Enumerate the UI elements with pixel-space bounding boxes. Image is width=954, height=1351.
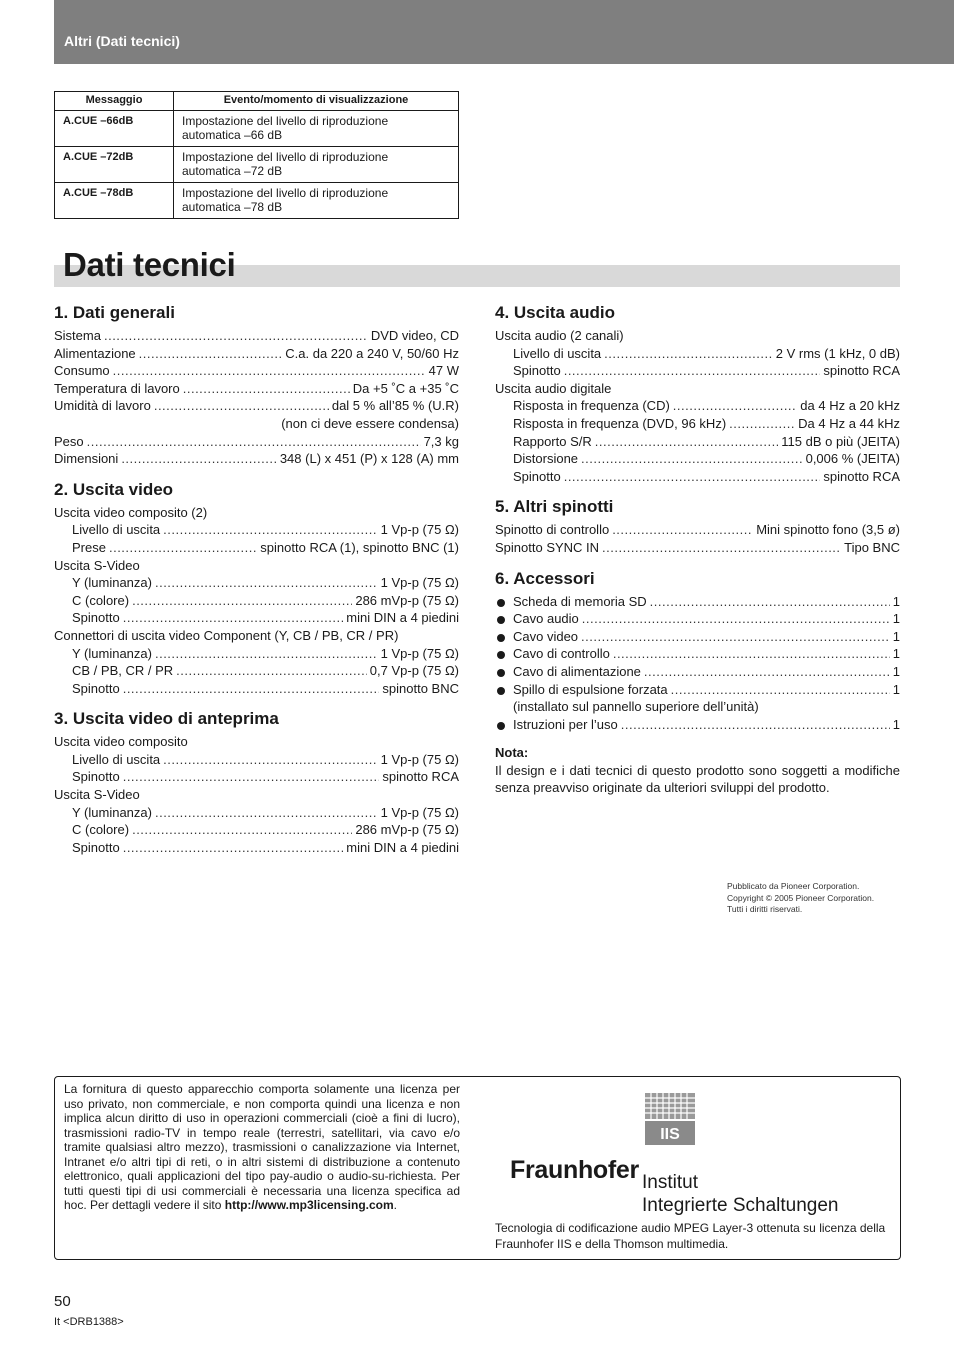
- spec-label: Spinotto: [72, 839, 120, 855]
- document-code: It <DRB1388>: [54, 1316, 124, 1328]
- leader-dots: [139, 345, 283, 363]
- spec-value: 1: [892, 646, 900, 662]
- header-title: Altri (Dati tecnici): [64, 33, 180, 49]
- spec-label: Spillo di espulsione forzata: [513, 681, 668, 697]
- leader-dots: [113, 362, 426, 380]
- leader-dots: [123, 839, 344, 857]
- message-table: [54, 91, 459, 219]
- accessory-continuation: (installato sul pannello superiore dell’unità): [513, 699, 759, 715]
- leader-dots: [564, 468, 821, 486]
- spec-value: Da +5 ˚C a +35 ˚C: [352, 380, 459, 396]
- institute-line: Institut: [642, 1172, 698, 1193]
- leader-dots: [582, 610, 890, 628]
- section-dati-generali: [54, 302, 459, 468]
- bullet-icon: [497, 599, 505, 607]
- fraunhofer-institute: [642, 1171, 838, 1217]
- spec-row: [54, 804, 459, 822]
- spec-continuation: (non ci deve essere condensa): [281, 415, 459, 431]
- table-header-row: [55, 92, 459, 111]
- desc-line: automatica –66 dB: [182, 128, 283, 142]
- fraunhofer-caption: Tecnologia di codificazione audio MPEG Layer-3 ottenuta su licenza della Fraunhofer IIS e della Thomson multimedia.: [495, 1221, 886, 1251]
- message-desc: [174, 111, 459, 147]
- spec-value: DVD video, CD: [370, 328, 459, 343]
- spec-row: [495, 468, 900, 486]
- fraunhofer-name: Fraunhofer: [510, 1156, 639, 1184]
- section-title: 5. Altri spinotti: [495, 497, 614, 517]
- spec-label: Y (luminanza): [72, 804, 152, 820]
- leader-dots: [155, 804, 378, 822]
- leader-dots: [87, 433, 421, 451]
- spec-label: Y (luminanza): [72, 645, 152, 661]
- leader-dots: [564, 362, 821, 380]
- note-text: Il design e i dati tecnici di questo prodotto sono soggetti a modifiche senza preavviso originate da ulteriori sviluppi del prodotto.: [495, 762, 900, 796]
- iis-logo-icon: [645, 1093, 695, 1145]
- section-altri-spinotti: [495, 496, 900, 556]
- leader-dots: [671, 681, 890, 699]
- spec-value: 1 Vp-p (75 Ω): [380, 575, 459, 591]
- page-number: 50: [54, 1293, 71, 1310]
- spec-row: [54, 362, 459, 380]
- spec-value: spinotto RCA: [382, 769, 459, 785]
- section-uscita-video: [54, 479, 459, 698]
- spec-group-heading: Uscita S-Video: [54, 557, 140, 573]
- section-uscita-anteprima: [54, 708, 459, 856]
- table-row: [55, 183, 459, 219]
- spec-value: 1: [892, 716, 900, 732]
- spec-value: Da 4 Hz a 44 kHz: [798, 415, 900, 431]
- spec-group-heading: Uscita audio (2 canali): [495, 328, 624, 343]
- spec-row: [54, 768, 459, 786]
- leader-dots: [729, 415, 795, 433]
- message-code: A.CUE –72dB: [55, 147, 174, 183]
- leader-dots: [155, 574, 378, 592]
- section-accessori: [495, 568, 900, 734]
- accessory-item: [495, 610, 900, 628]
- left-column: [54, 302, 459, 867]
- leader-dots: [581, 628, 890, 646]
- spec-value: 1 Vp-p (75 Ω): [380, 645, 459, 661]
- license-url[interactable]: http://www.mp3licensing.com: [224, 1198, 394, 1212]
- spec-value: 286 mVp-p (75 Ω): [355, 592, 459, 608]
- spec-label: Dimensioni: [54, 451, 119, 467]
- spec-value: 1: [892, 663, 900, 679]
- leader-dots: [604, 345, 773, 363]
- spec-value: spinotto RCA (1), spinotto BNC (1): [260, 539, 459, 555]
- spec-value: spinotto BNC: [382, 680, 459, 696]
- message-desc: [174, 147, 459, 183]
- accessory-item: [495, 716, 900, 734]
- spec-value: 1 Vp-p (75 Ω): [380, 522, 459, 538]
- spec-value: 0,006 % (JEITA): [805, 451, 900, 467]
- spec-value: Mini spinotto fono (3,5 ø): [756, 522, 900, 538]
- leader-dots: [183, 380, 350, 398]
- leader-dots: [123, 768, 380, 786]
- spec-row: [54, 662, 459, 680]
- spec-label: Rapporto S/R: [513, 433, 592, 449]
- spec-label: Alimentazione: [54, 345, 136, 361]
- spec-row: [54, 609, 459, 627]
- spec-label: Spinotto: [72, 680, 120, 696]
- accessory-item: [495, 628, 900, 646]
- spec-row: [54, 574, 459, 592]
- spec-label: Spinotto: [513, 468, 561, 484]
- header-bar: [54, 0, 954, 64]
- spec-label: Livello di uscita: [513, 345, 602, 361]
- leader-dots: [132, 592, 352, 610]
- spec-value: 348 (L) x 451 (P) x 128 (A) mm: [279, 451, 459, 467]
- message-code: A.CUE –78dB: [55, 183, 174, 219]
- spec-row: [54, 839, 459, 857]
- spec-row: [54, 380, 459, 398]
- iis-logo-text: IIS: [660, 1126, 680, 1143]
- note-heading: Nota:: [495, 745, 529, 761]
- spec-row: [54, 327, 459, 345]
- col-message: Messaggio: [55, 92, 174, 111]
- spec-label: Distorsione: [513, 451, 579, 467]
- page-title: Dati tecnici: [63, 246, 236, 283]
- spec-value: 1: [892, 681, 900, 697]
- spec-row: [54, 397, 459, 415]
- col-event: Evento/momento di visualizzazione: [174, 92, 459, 111]
- institute-line: Integrierte Schaltungen: [642, 1195, 839, 1216]
- spec-label: Umidità di lavoro: [54, 398, 151, 414]
- leader-dots: [644, 663, 890, 681]
- spec-group-heading: Uscita video composito: [54, 734, 188, 750]
- spec-label: Prese: [72, 539, 106, 555]
- leader-dots: [154, 397, 329, 415]
- spec-row: [54, 450, 459, 468]
- desc-line: automatica –72 dB: [182, 164, 283, 178]
- leader-dots: [163, 751, 377, 769]
- spec-group-heading: Uscita S-Video: [54, 787, 140, 803]
- spec-value: spinotto RCA: [823, 363, 900, 379]
- publisher-line: Pubblicato da Pioneer Corporation.: [727, 881, 860, 891]
- leader-dots: [132, 821, 352, 839]
- leader-dots: [104, 327, 368, 345]
- spec-row: [54, 539, 459, 557]
- desc-line: Impostazione del livello di riproduzione: [182, 150, 389, 164]
- spec-value: dal 5 % all’85 % (U.R): [331, 398, 459, 414]
- spec-row: [54, 345, 459, 363]
- leader-dots: [155, 645, 378, 663]
- spec-value: 7,3 kg: [423, 433, 459, 449]
- accessory-item: [495, 593, 900, 611]
- bullet-icon: [497, 722, 505, 730]
- publisher-info: [727, 881, 874, 916]
- right-column: [495, 302, 900, 797]
- spec-row: [495, 345, 900, 363]
- license-end: .: [393, 1198, 398, 1212]
- leader-dots: [613, 645, 890, 663]
- accessory-item: [495, 663, 900, 681]
- spec-row: [54, 680, 459, 698]
- spec-label: Istruzioni per l’uso: [513, 716, 618, 732]
- spec-value: C.a. da 220 a 240 V, 50/60 Hz: [285, 345, 459, 361]
- spec-value: 286 mVp-p (75 Ω): [355, 822, 459, 838]
- leader-dots: [673, 397, 797, 415]
- spec-row: [495, 539, 900, 557]
- message-code: A.CUE –66dB: [55, 111, 174, 147]
- publisher-line: Tutti i diritti riservati.: [727, 904, 803, 914]
- leader-dots: [176, 662, 367, 680]
- license-box: [54, 1076, 901, 1260]
- spec-row: [54, 645, 459, 663]
- table-row: [55, 147, 459, 183]
- spec-row: [54, 751, 459, 769]
- spec-row: [495, 450, 900, 468]
- message-desc: [174, 183, 459, 219]
- spec-row: [54, 433, 459, 451]
- spec-label: Spinotto: [72, 769, 120, 785]
- spec-value: da 4 Hz a 20 kHz: [800, 398, 900, 414]
- spec-label: Y (luminanza): [72, 575, 152, 591]
- spec-label: Temperatura di lavoro: [54, 380, 180, 396]
- spec-group-heading: Connettori di uscita video Component (Y, CB / PB, CR / PR): [54, 627, 399, 643]
- leader-dots: [123, 680, 380, 698]
- section-title: 2. Uscita video: [54, 479, 174, 499]
- spec-value: 1 Vp-p (75 Ω): [380, 804, 459, 820]
- leader-dots: [612, 521, 753, 539]
- desc-line: Impostazione del livello di riproduzione: [182, 186, 389, 200]
- spec-row: [495, 397, 900, 415]
- spec-label: Cavo di controllo: [513, 646, 610, 662]
- spec-label: Spinotto: [513, 363, 561, 379]
- spec-value: 47 W: [428, 363, 459, 379]
- bullet-icon: [497, 651, 505, 659]
- leader-dots: [123, 609, 344, 627]
- spec-label: Scheda di memoria SD: [513, 593, 647, 609]
- section-title: 4. Uscita audio: [495, 303, 615, 322]
- spec-label: Cavo video: [513, 628, 579, 644]
- leader-dots: [650, 593, 890, 611]
- desc-line: automatica –78 dB: [182, 200, 283, 214]
- spec-row: [54, 592, 459, 610]
- section-title: 1. Dati generali: [54, 303, 175, 322]
- leader-dots: [581, 450, 803, 468]
- spec-value: 1: [892, 628, 900, 644]
- bullet-icon: [497, 616, 505, 624]
- spec-row: [495, 362, 900, 380]
- accessory-item: [495, 645, 900, 663]
- spec-label: Spinotto SYNC IN: [495, 539, 600, 555]
- leader-dots: [163, 521, 377, 539]
- spec-row: [54, 821, 459, 839]
- leader-dots: [621, 716, 890, 734]
- spec-value: mini DIN a 4 piedini: [346, 839, 459, 855]
- spec-group-heading: Uscita video composito (2): [54, 504, 208, 520]
- leader-dots: [109, 539, 257, 557]
- spec-value: mini DIN a 4 piedini: [346, 610, 459, 626]
- spec-row: [495, 521, 900, 539]
- spec-value: 0,7 Vp-p (75 Ω): [369, 663, 459, 679]
- spec-label: Spinotto: [72, 610, 120, 626]
- table-row: [55, 111, 459, 147]
- spec-label: Risposta in frequenza (DVD, 96 kHz): [513, 415, 727, 431]
- spec-value: Tipo BNC: [844, 539, 900, 555]
- section-uscita-audio: [495, 302, 900, 485]
- spec-label: Peso: [54, 433, 84, 449]
- publisher-line: Copyright © 2005 Pioneer Corporation.: [727, 892, 875, 903]
- bullet-icon: [497, 634, 505, 642]
- spec-label: Cavo di alimentazione: [513, 663, 641, 679]
- spec-label: Livello di uscita: [72, 751, 161, 767]
- leader-dots: [602, 539, 841, 557]
- spec-group-heading: Uscita audio digitale: [495, 380, 612, 396]
- desc-line: Impostazione del livello di riproduzione: [182, 114, 389, 128]
- spec-label: Cavo audio: [513, 611, 579, 627]
- note-block: [495, 744, 900, 797]
- accessory-item: [495, 681, 900, 699]
- spec-value: 115 dB o più (JEITA): [781, 433, 900, 449]
- spec-value: 1: [892, 611, 900, 627]
- spec-label: Risposta in frequenza (CD): [513, 398, 670, 414]
- spec-row: [495, 433, 900, 451]
- section-title: 3. Uscita video di anteprima: [54, 709, 279, 729]
- spec-row: [495, 415, 900, 433]
- leader-dots: [121, 450, 277, 468]
- license-body: La fornitura di questo apparecchio comporta solamente una licenza per uso privato, non commerciale, e non comporta quindi una licenza e non implica alcun diritto di uso in operazioni commerciali (cioè a fini di lucro), trasmissioni radio-TV in tempo reale (terrestri, satellitari, via cavo e/o tramite qualsiasi altro mezzo), trasmissioni o canalizzazione via Internet, Intranet e/o altri tipi di reti, o in altri sistemi di distribuzione a contenuto elettronico, quali applicazioni del tipo pay-audio o audio-su-richiesta. Per tutti questi tipi di usi commerciali è necessaria una licenza specifica ad hoc. Per dettagli vedere il sito: [64, 1082, 460, 1212]
- section-title: 6. Accessori: [495, 568, 595, 588]
- spec-label: Livello di uscita: [72, 522, 161, 538]
- spec-value: spinotto RCA: [823, 468, 900, 484]
- leader-dots: [595, 433, 778, 451]
- spec-label: Spinotto di controllo: [495, 522, 610, 538]
- spec-label: Sistema: [54, 328, 101, 343]
- bullet-icon: [497, 669, 505, 677]
- spec-value: 1: [892, 593, 900, 609]
- spec-value: 1 Vp-p (75 Ω): [380, 751, 459, 767]
- spec-label: C (colore): [72, 592, 130, 608]
- spec-row: [54, 521, 459, 539]
- spec-label: C (colore): [72, 822, 130, 838]
- license-text: [64, 1082, 460, 1213]
- spec-value: 2 V rms (1 kHz, 0 dB): [775, 345, 900, 361]
- spec-label: CB / PB, CR / PR: [72, 663, 174, 679]
- spec-label: Consumo: [54, 363, 110, 379]
- bullet-icon: [497, 687, 505, 695]
